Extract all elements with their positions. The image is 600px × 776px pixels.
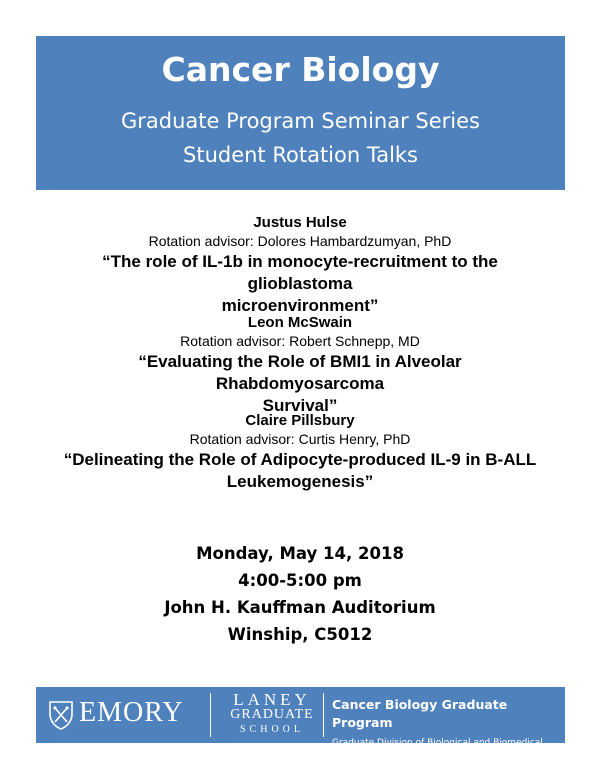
talk-title [60, 351, 540, 417]
program-info [332, 696, 565, 764]
speaker-name: Leon McSwain [247, 314, 353, 331]
talk-title-line: microenvironment” [221, 296, 379, 315]
division-name: Graduate Division of Biological and Biomedical Sciences [332, 738, 543, 762]
talk-title [60, 251, 540, 317]
speaker-name: Claire Pillsbury [245, 412, 355, 429]
event-date: Monday, May 14, 2018 [196, 544, 404, 563]
talk-1 [60, 213, 540, 317]
event-venue: John H. Kauffman Auditorium [164, 598, 436, 617]
emory-shield-icon [48, 700, 74, 730]
talk-title-line: “Evaluating the Role of BMI1 in Alveolar Rhabdomyosarcoma [138, 352, 462, 393]
laney-graduate-school-logo [222, 692, 322, 737]
graduate-line: GRADUATE [230, 707, 314, 722]
divider [210, 693, 211, 737]
laney-line: LANEY [233, 690, 311, 709]
program-name: Cancer Biology Graduate Program [332, 697, 508, 730]
event-details [60, 540, 540, 648]
rotation-advisor: Rotation advisor: Robert Schnepp, MD [180, 333, 420, 349]
page-title: Cancer Biology [161, 50, 440, 89]
talk-title [60, 449, 540, 493]
talks-subtitle: Student Rotation Talks [183, 143, 418, 167]
talk-title-line: Survival” [262, 396, 338, 415]
talk-2 [60, 313, 540, 417]
talk-title-line: Leukemogenesis” [226, 472, 374, 491]
speaker-name: Justus Hulse [253, 214, 347, 231]
event-room: Winship, C5012 [227, 625, 373, 644]
school-line: SCHOOL [239, 724, 304, 735]
rotation-advisor: Rotation advisor: Curtis Henry, PhD [189, 431, 411, 447]
talk-3 [60, 411, 540, 493]
event-time: 4:00-5:00 pm [238, 571, 362, 590]
series-subtitle: Graduate Program Seminar Series [121, 109, 480, 133]
talk-title-line: “The role of IL-1b in monocyte-recruitment to the glioblastoma [102, 252, 498, 293]
talk-title-line: “Delineating the Role of Adipocyte-produced IL-9 in B-ALL [63, 450, 537, 469]
footer-banner [36, 687, 565, 762]
header-banner [36, 36, 565, 190]
rotation-advisor: Rotation advisor: Dolores Hambardzumyan, PhD [148, 233, 452, 249]
divider [323, 693, 324, 737]
emory-wordmark: EMORY [79, 697, 184, 728]
